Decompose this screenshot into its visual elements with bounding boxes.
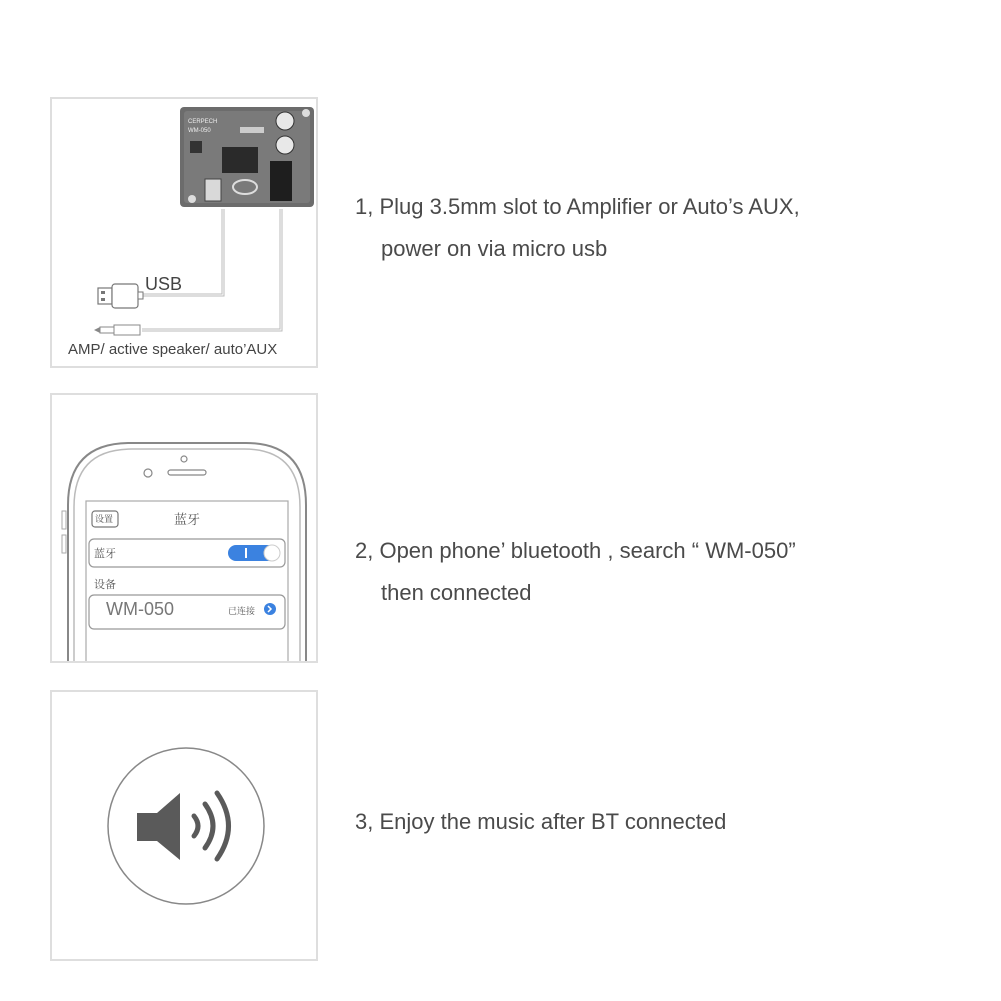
wiring-diagram bbox=[52, 99, 318, 368]
step-3-line1: 3, Enjoy the music after BT connected bbox=[355, 809, 727, 834]
step-1-line1: 1, Plug 3.5mm slot to Amplifier or Auto’s AUX, bbox=[355, 194, 800, 219]
device-name[interactable]: WM-050 bbox=[106, 599, 175, 619]
step-3-instruction bbox=[355, 801, 726, 843]
svg-text:CERPECH: CERPECH bbox=[188, 119, 218, 125]
device-status: 已连接 bbox=[228, 606, 256, 616]
step-1-line2: power on via micro usb bbox=[381, 236, 608, 261]
speaker-volume-icon bbox=[52, 692, 318, 961]
audio-jack-plug-icon bbox=[94, 325, 140, 335]
usb-label: USB bbox=[145, 274, 183, 294]
step2-illustration-panel bbox=[50, 393, 318, 663]
step-2-line2: then connected bbox=[381, 580, 532, 605]
bluetooth-row-label: 蓝牙 bbox=[94, 548, 116, 560]
bluetooth-screen-title: 蓝牙 bbox=[174, 512, 201, 527]
step1-illustration-panel bbox=[50, 97, 318, 368]
circuit-board-icon bbox=[180, 107, 314, 207]
aux-label: AMP/ active speaker/ auto’AUX bbox=[68, 341, 278, 358]
usb-plug-icon bbox=[98, 284, 143, 308]
step-1-instruction bbox=[355, 186, 800, 270]
svg-text:WM-050: WM-050 bbox=[188, 128, 211, 134]
step-2-line1: 2, Open phone’ bluetooth , search “ WM-050” bbox=[355, 538, 796, 563]
settings-back-button[interactable]: 设置 bbox=[95, 514, 114, 524]
devices-header: 设备 bbox=[94, 579, 116, 591]
step-2-instruction bbox=[355, 530, 796, 614]
phone-outline-icon bbox=[52, 395, 318, 663]
step3-illustration-panel bbox=[50, 690, 318, 961]
